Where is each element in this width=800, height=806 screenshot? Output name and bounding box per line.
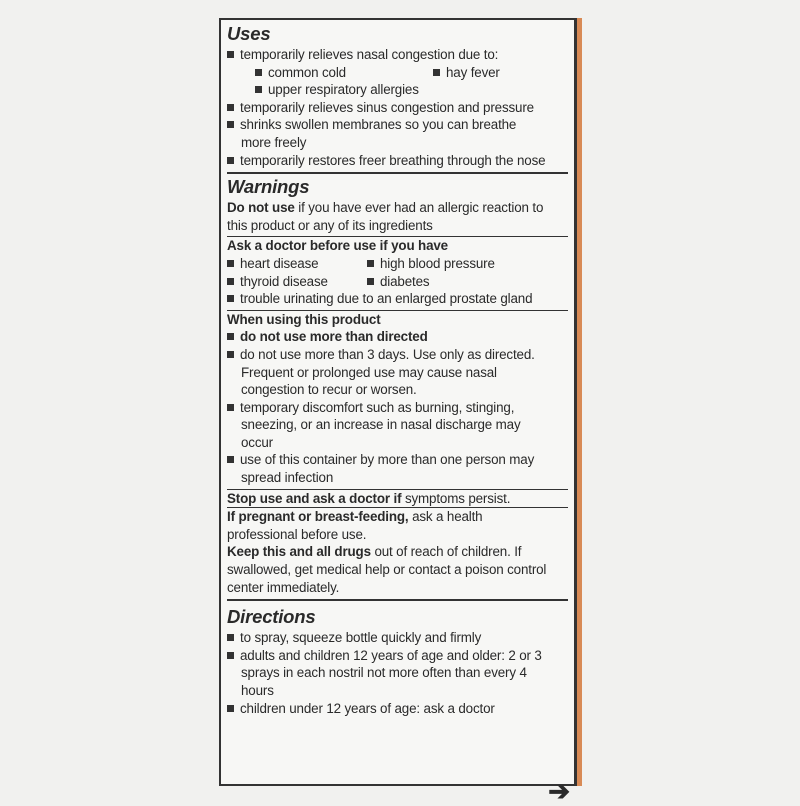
bullet-icon [227,634,234,641]
bullet-icon [227,295,234,302]
ask-doctor-block [227,236,568,307]
uses-item-cont: more freely [241,134,307,150]
when-using-item: temporary discomfort such as burning, stinging, [227,399,568,417]
directions-cont: sprays in each nostril not more often than every 4 [241,665,527,681]
when-using-item: use of this container by more than one person may [227,451,568,469]
directions-item: to spray, squeeze bottle quickly and firmly [227,629,568,647]
conditions-row [227,255,568,273]
condition-bp: high blood pressure [380,255,495,271]
uses-heading: Uses [227,23,271,44]
keep-away-line-3: center immediately. [227,579,340,595]
when-using-item: do not use more than directed [227,328,568,346]
subitem-hay-fever: hay fever [446,64,500,80]
when-using-cont: occur [241,434,273,450]
condition-prostate: trouble urinating due to an enlarged prostate gland [227,290,568,308]
when-using-cont: sneezing, or an increase in nasal discharge may [241,417,521,433]
uses-subitems-row [227,64,568,82]
ask-doctor-heading: Ask a doctor before use if you have [227,238,448,254]
uses-section [227,20,568,174]
bullet-icon [367,260,374,267]
conditions-row [227,273,568,291]
bullet-icon [367,278,374,285]
bullet-icon [433,69,440,76]
bullet-icon [227,404,234,411]
directions-cont: hours [241,683,274,698]
bullet-icon [255,69,262,76]
directions-item: children under 12 years of age: ask a doctor [227,700,568,718]
do-not-use-line: Do not use if you have ever had an allergic reaction to [227,200,544,216]
pregnancy-block [227,507,568,596]
bullet-icon [227,456,234,463]
bullet-icon [255,86,262,93]
condition-heart: heart disease [240,255,319,271]
bullet-icon [227,333,234,340]
do-not-use-line-2: this product or any of its ingredients [227,217,433,233]
when-using-block [227,310,568,487]
uses-item: temporarily restores freer breathing through the nose [227,152,568,170]
pregnancy-line: If pregnant or breast-feeding, ask a health [227,509,483,525]
drug-facts-panel [219,18,577,806]
warnings-heading: Warnings [227,176,310,198]
bullet-icon [227,705,234,712]
uses-subitem: upper respiratory allergies [227,81,568,99]
bullet-icon [227,351,234,358]
pregnancy-line-2: professional before use. [227,526,367,542]
stop-use-block [227,489,568,508]
when-using-cont: Frequent or prolonged use may cause nasal [241,364,497,380]
bullet-icon [227,260,234,267]
bullet-icon [227,104,234,111]
subitem-common-cold: common cold [268,64,346,80]
when-using-heading: When using this product [227,311,381,327]
condition-diabetes: diabetes [380,273,430,289]
when-using-cont: congestion to recur or worsen. [241,382,417,398]
keep-away-line: Keep this and all drugs out of reach of children. If [227,544,522,560]
bullet-icon [227,121,234,128]
uses-item: shrinks swollen membranes so you can breathe [227,116,568,134]
warnings-section [227,174,568,601]
when-using-cont: spread infection [241,470,334,486]
directions-item: adults and children 12 years of age and older: 2 or 3 [227,647,568,665]
directions-section [227,601,568,717]
uses-item: temporarily relieves sinus congestion and pressure [227,99,568,117]
orange-edge-stripe [577,18,582,786]
bullet-icon [227,157,234,164]
bullet-icon [227,278,234,285]
keep-away-line-2: swallowed, get medical help or contact a poison control [227,562,547,578]
bullet-icon [227,652,234,659]
when-using-item: do not use more than 3 days. Use only as directed. [227,346,568,364]
directions-heading: Directions [227,606,316,628]
continue-arrow-icon: ➔ [548,776,570,806]
stop-use-line: Stop use and ask a doctor if symptoms persist. [227,490,511,506]
condition-thyroid: thyroid disease [240,273,328,289]
bullet-icon [227,51,234,58]
uses-item: temporarily relieves nasal congestion due to: [227,46,568,64]
